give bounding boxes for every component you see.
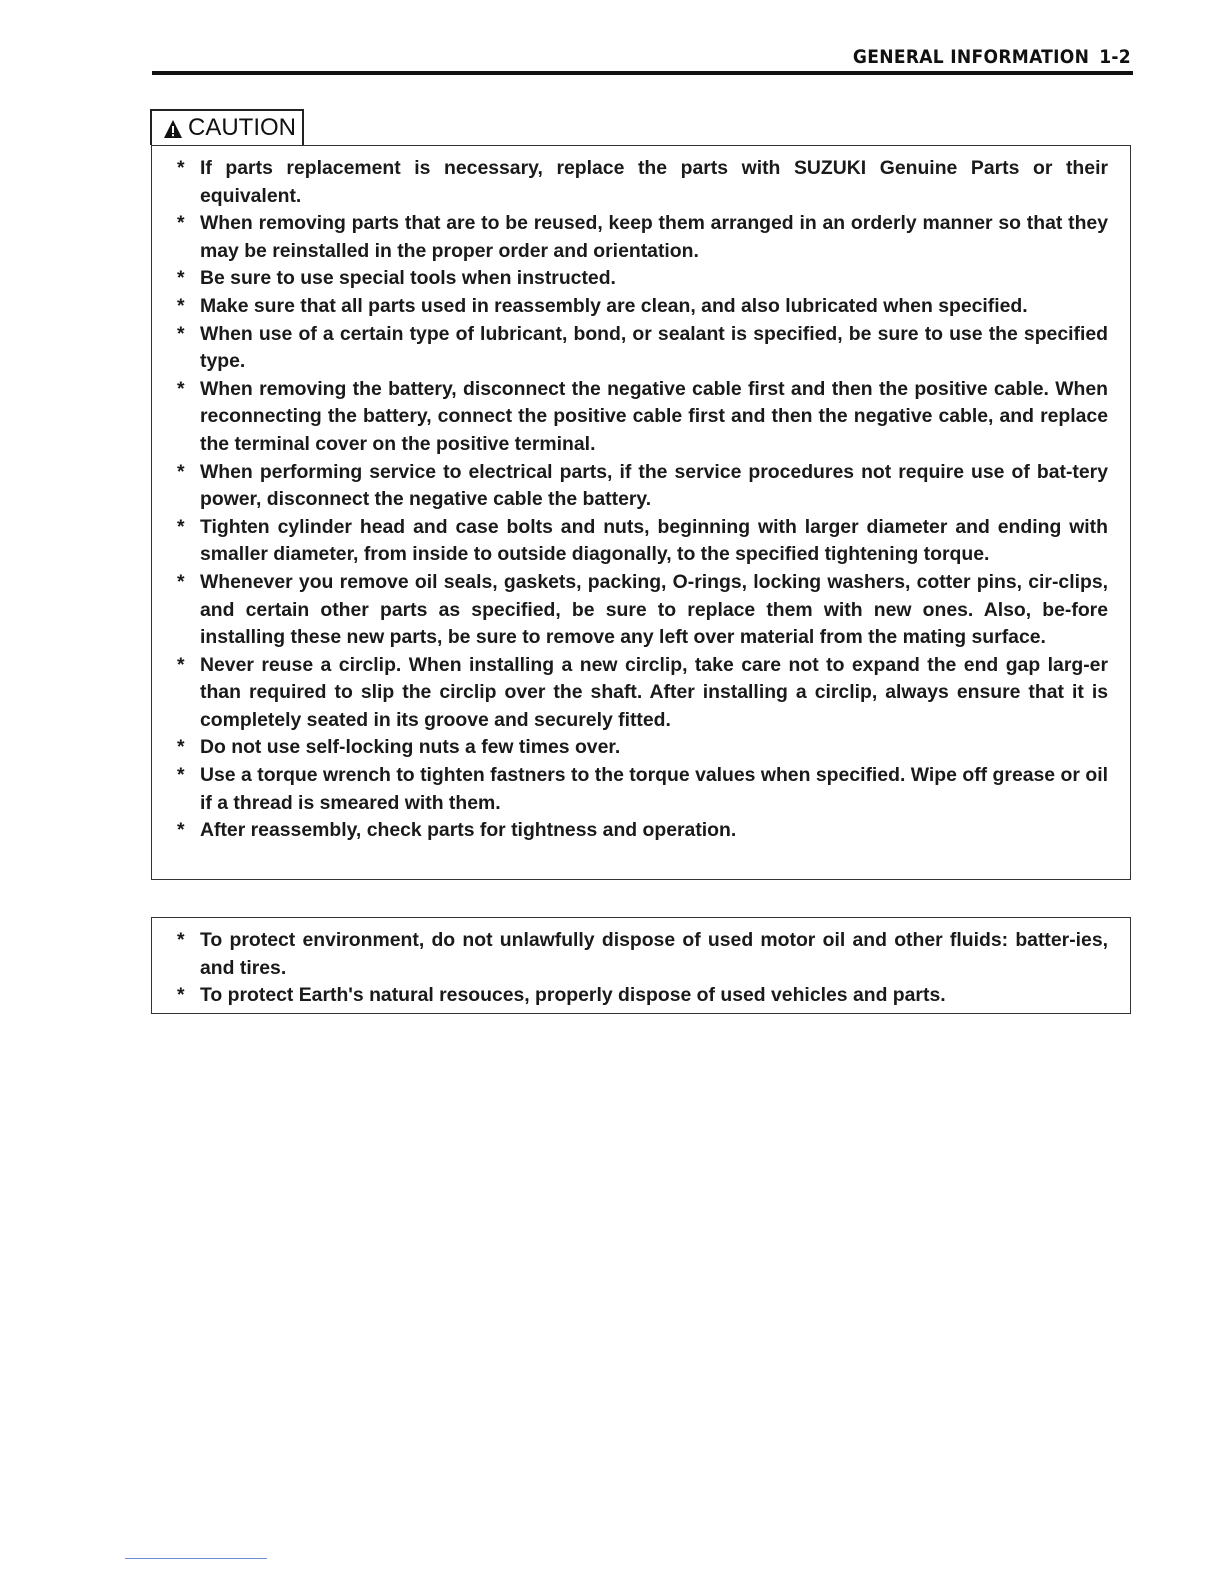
header-text <box>853 46 1131 68</box>
warning-triangle-icon <box>163 119 183 139</box>
list-item: * Whenever you remove oil seals, gaskets, packing, O-rings, locking washers, cotter pins, cir-clips, and certain other parts as specified, be sure to replace them with new ones. Also, be-fore installing these new parts, be sure to remove any left over material from the mating surface. <box>177 570 1108 649</box>
list-item: * Do not use self-locking nuts a few times over. <box>174 734 1108 762</box>
bullet-star: * <box>177 515 185 538</box>
list-item: * To protect environment, do not unlawfully dispose of used motor oil and other fluids: batter-ies, and tires. <box>177 929 1108 979</box>
list-item: * When performing service to electrical parts, if the service procedures not require use of bat-tery power, disconnect the negative cable the battery. <box>177 460 1108 511</box>
list-item: * To protect Earth's natural resouces, properly dispose of used vehicles and parts. <box>174 982 1108 1010</box>
bullet-star: * <box>177 736 185 759</box>
list-item: * Be sure to use special tools when instructed. <box>174 265 1108 293</box>
list-item: * When removing parts that are to be reused, keep them arranged in an orderly manner so that they may be reinstalled in the proper order and orientation. <box>177 212 1108 262</box>
bullet-star: * <box>177 460 185 483</box>
bullet-star: * <box>177 294 185 317</box>
list-item: * Tighten cylinder head and case bolts and nuts, beginning with larger diameter and ending with smaller diameter, from inside to outside diagonally, to the specified tightening torque. <box>177 515 1108 566</box>
bullet-star: * <box>177 322 185 345</box>
footer-divider <box>125 1558 267 1559</box>
bullet-star: * <box>177 819 185 842</box>
bullet-star: * <box>177 764 185 787</box>
bullet-star: * <box>177 984 185 1007</box>
list-item: * Never reuse a circlip. When installing a new circlip, take care not to expand the end gap larg-er than required to slip the circlip over the shaft. After installing a circlip, always ensure that it is completely seated in its groove and securely fitted. <box>177 653 1108 731</box>
list-item: * When use of a certain type of lubricant, bond, or sealant is specified, be sure to use the specified type. <box>177 322 1108 373</box>
bullet-star: * <box>177 929 185 951</box>
list-item: * If parts replacement is necessary, replace the parts with SUZUKI Genuine Parts or their equivalent. <box>177 157 1108 207</box>
list-item: * After reassembly, check parts for tightness and operation. <box>174 817 1108 845</box>
caution-text: CAUTION <box>188 114 296 141</box>
list-item: * When removing the battery, disconnect the negative cable first and then the positive cable. When reconnecting the battery, connect the positive cable first and then the negative cable, and replace the terminal cover on the positive terminal. <box>177 377 1108 455</box>
caution-label <box>150 109 304 145</box>
bullet-star: * <box>177 212 185 235</box>
bullet-star: * <box>177 267 185 290</box>
environment-box <box>151 917 1131 1014</box>
page-header <box>152 46 1133 72</box>
header-rule <box>152 71 1133 75</box>
page-number: 1-2 <box>1099 46 1131 68</box>
section-title: GENERAL INFORMATION <box>852 46 1090 68</box>
caution-list <box>174 155 1108 845</box>
bullet-star: * <box>177 377 185 400</box>
list-item: * Make sure that all parts used in reassembly are clean, and also lubricated when specified. <box>174 293 1108 321</box>
environment-list <box>174 927 1108 1010</box>
caution-box <box>151 145 1131 880</box>
list-item: * Use a torque wrench to tighten fastners to the torque values when specified. Wipe off grease or oil if a thread is smeared with them. <box>177 764 1108 814</box>
bullet-star: * <box>177 157 185 179</box>
bullet-star: * <box>177 570 185 593</box>
bullet-star: * <box>177 653 185 676</box>
